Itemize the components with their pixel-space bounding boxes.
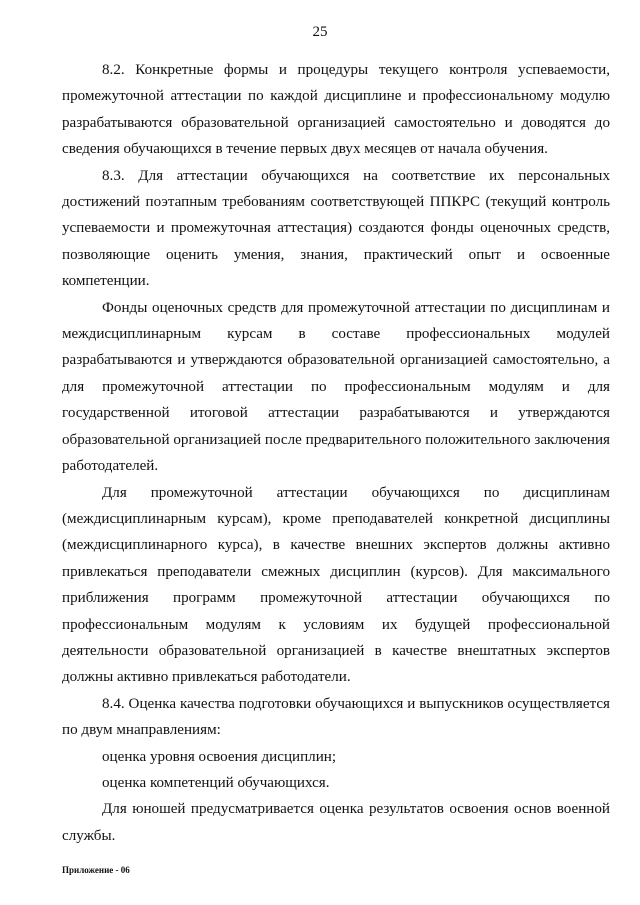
document-body bbox=[62, 57, 610, 849]
page-number: 25 bbox=[312, 24, 328, 40]
paragraph-assessment-funds: Фонды оценочных средств для промежуточной аттестации по дисциплинам и междисциплинарным курсам в составе профессиональных модулей разрабатываются и утверждаются образовательной организацией самостоятельно, а для промежуточной аттестации по профессиональным модулям и для государственной итоговой аттестации разрабатываются и утверждаются образовательной организацией после предварительного положительного заключения работодателей. bbox=[62, 299, 610, 475]
paragraph-8-2: 8.2. Конкретные формы и процедуры текущего контроля успеваемости, промежуточной аттестации по каждой дисциплине и профессиональному модулю разрабатываются образовательной организацией самостоятельно и доводятся до сведения обучающихся в течение первых двух месяцев от начала обучения. bbox=[62, 62, 610, 158]
paragraph-external-experts: Для промежуточной аттестации обучающихся по дисциплинам (междисциплинарным курсам), кроме преподавателей конкретной дисциплины (междисциплинарного курса), в качестве внешних экспертов должны активно привлекаться преподаватели смежных дисциплин (курсов). Для максимального приближения программ промежуточной аттестации обучающихся по профессиональным модулям к условиям их будущей профессиональной деятельности образовательной организацией в качестве внештатных экспертов должны активно привлекаться работодатели. bbox=[62, 484, 610, 686]
paragraph-military-service: Для юношей предусматривается оценка результатов освоения основ военной службы. bbox=[62, 801, 610, 844]
footer-appendix-label: Приложение - 06 bbox=[62, 865, 130, 875]
list-item-discipline-assessment: оценка уровня освоения дисциплин; bbox=[102, 748, 337, 765]
paragraph-8-4: 8.4. Оценка качества подготовки обучающихся и выпускников осуществляется по двум мнаправлениям: bbox=[62, 695, 610, 739]
list-item-competency-assessment: оценка компетенций обучающихся. bbox=[102, 774, 330, 791]
paragraph-8-3: 8.3. Для аттестации обучающихся на соответствие их персональных достижений поэтапным требованиям соответствующей ППКРС (текущий контроль успеваемости и промежуточная аттестация) создаются фонды оценочных средств, позволяющие оценить умения, знания, практический опыт и освоенные компетенции. bbox=[62, 167, 610, 290]
